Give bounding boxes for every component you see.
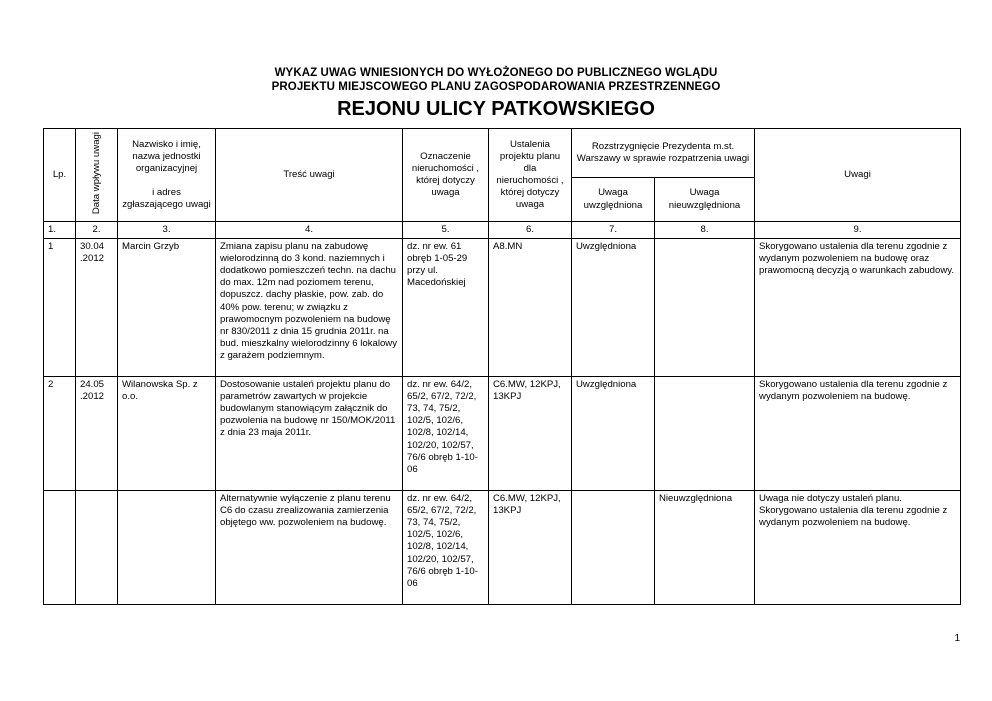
cell-findings: A8.MN — [489, 239, 572, 377]
header-name-b: i adres zgłaszającego uwagi — [122, 187, 211, 211]
cell-name: Wilanowska Sp. z o.o. — [118, 377, 216, 491]
header-accepted: Uwaga uwzględniona — [572, 178, 655, 222]
cell-accepted: Uwzględniona — [572, 239, 655, 377]
col-number: 2. — [76, 222, 118, 239]
header-lp: Lp. — [44, 129, 76, 222]
remarks-table — [43, 128, 961, 605]
col-number: 8. — [655, 222, 755, 239]
cell-date: 24.05 .2012 — [76, 377, 118, 491]
cell-content: Alternatywnie wyłączenie z planu terenu C6 do czasu zrealizowania zamierzenia objętego ww. pozwoleniem na budowę. — [216, 491, 403, 605]
header-resolution: Rozstrzygnięcie Prezydenta m.st. Warszawy w sprawie rozpatrzenia uwagi — [572, 129, 755, 178]
cell-findings: C6.MW, 12KPJ, 13KPJ — [489, 491, 572, 605]
header-date-label: Data wpływu uwagi — [91, 131, 102, 215]
title-line-2: PROJEKTU MIEJSCOWEGO PLANU ZAGOSPODAROWANIA PRZESTRZENNEGO — [271, 81, 721, 93]
cell-date — [76, 491, 118, 605]
header-rejected: Uwaga nieuwzględniona — [655, 178, 755, 222]
cell-accepted — [572, 491, 655, 605]
cell-remarks: Uwaga nie dotyczy ustaleń planu. Skorygowano ustalenia dla terenu zgodnie z wydanym pozwoleniem na budowę. — [755, 491, 961, 605]
header-name-a: Nazwisko i imię, nazwa jednostki organizacyjnej — [132, 138, 201, 174]
cell-lp — [44, 491, 76, 605]
column-number-row — [44, 222, 961, 239]
cell-date: 30.04 .2012 — [76, 239, 118, 377]
table-row — [44, 377, 961, 491]
col-number: 4. — [216, 222, 403, 239]
table-row — [44, 491, 961, 605]
cell-rejected — [655, 239, 755, 377]
col-number: 9. — [755, 222, 961, 239]
cell-remarks: Skorygowano ustalenia dla terenu zgodnie z wydanym pozwoleniem na budowę. — [755, 377, 961, 491]
document-title — [0, 66, 992, 122]
page-number: 1 — [954, 633, 960, 644]
cell-rejected — [655, 377, 755, 491]
cell-designation: dz. nr ew. 61 obręb 1-05-29 przy ul. Macedońskiej — [403, 239, 489, 377]
cell-findings: C6.MW, 12KPJ, 13KPJ — [489, 377, 572, 491]
cell-designation: dz. nr ew. 64/2, 65/2, 67/2, 72/2, 73, 74, 75/2, 102/5, 102/6, 102/8, 102/14, 102/20, 102/57, 76/6 obręb 1-10-06 — [403, 377, 489, 491]
col-number: 7. — [572, 222, 655, 239]
cell-designation: dz. nr ew. 64/2, 65/2, 67/2, 72/2, 73, 74, 75/2, 102/5, 102/6, 102/8, 102/14, 102/20, 102/57, 76/6 obręb 1-10-06 — [403, 491, 489, 605]
col-number: 1. — [44, 222, 76, 239]
cell-name — [118, 491, 216, 605]
cell-lp: 2 — [44, 377, 76, 491]
cell-remarks: Skorygowano ustalenia dla terenu zgodnie z wydanym pozwoleniem na budowę oraz prawomocną decyzją o warunkach zabudowy. — [755, 239, 961, 377]
cell-content: Dostosowanie ustaleń projektu planu do parametrów zawartych w projekcie budowlanym stanowiącym załącznik do pozwolenia na budowę nr 150/MOK/2011 z dnia 23 maja 2011r. — [216, 377, 403, 491]
cell-lp: 1 — [44, 239, 76, 377]
header-row-1 — [44, 129, 961, 178]
title-line-1: WYKAZ UWAG WNIESIONYCH DO WYŁOŻONEGO DO PUBLICZNEGO WGLĄDU — [274, 67, 718, 79]
table-row — [44, 239, 961, 377]
header-name — [118, 129, 216, 222]
header-date — [76, 129, 118, 222]
cell-rejected: Nieuwzględniona — [655, 491, 755, 605]
col-number: 3. — [118, 222, 216, 239]
header-findings: Ustalenia projektu planu dla nieruchomości , której dotyczy uwaga — [489, 129, 572, 222]
col-number: 5. — [403, 222, 489, 239]
header-remarks: Uwagi — [755, 129, 961, 222]
cell-accepted: Uwzględniona — [572, 377, 655, 491]
cell-name: Marcin Grzyb — [118, 239, 216, 377]
cell-content: Zmiana zapisu planu na zabudowę wielorodzinną do 3 kond. naziemnych i dodatkowo pomieszczeń techn. na dachu do max. 12m nad poziomem terenu, dopuszcz. dachy płaskie, pow. zab. do 40% pow. terenu; w związku z prawomocnym pozwoleniem na budowę nr 830/2011 z dnia 15 grudnia 2011r. na bud. mieszkalny wielorodzinny 6 lokalowy z garażem podziemnym. — [216, 239, 403, 377]
col-number: 6. — [489, 222, 572, 239]
header-designation: Oznaczenie nieruchomości , której dotyczy uwaga — [403, 129, 489, 222]
title-line-3: REJONU ULICY PATKOWSKIEGO — [337, 98, 655, 120]
header-content: Treść uwagi — [216, 129, 403, 222]
